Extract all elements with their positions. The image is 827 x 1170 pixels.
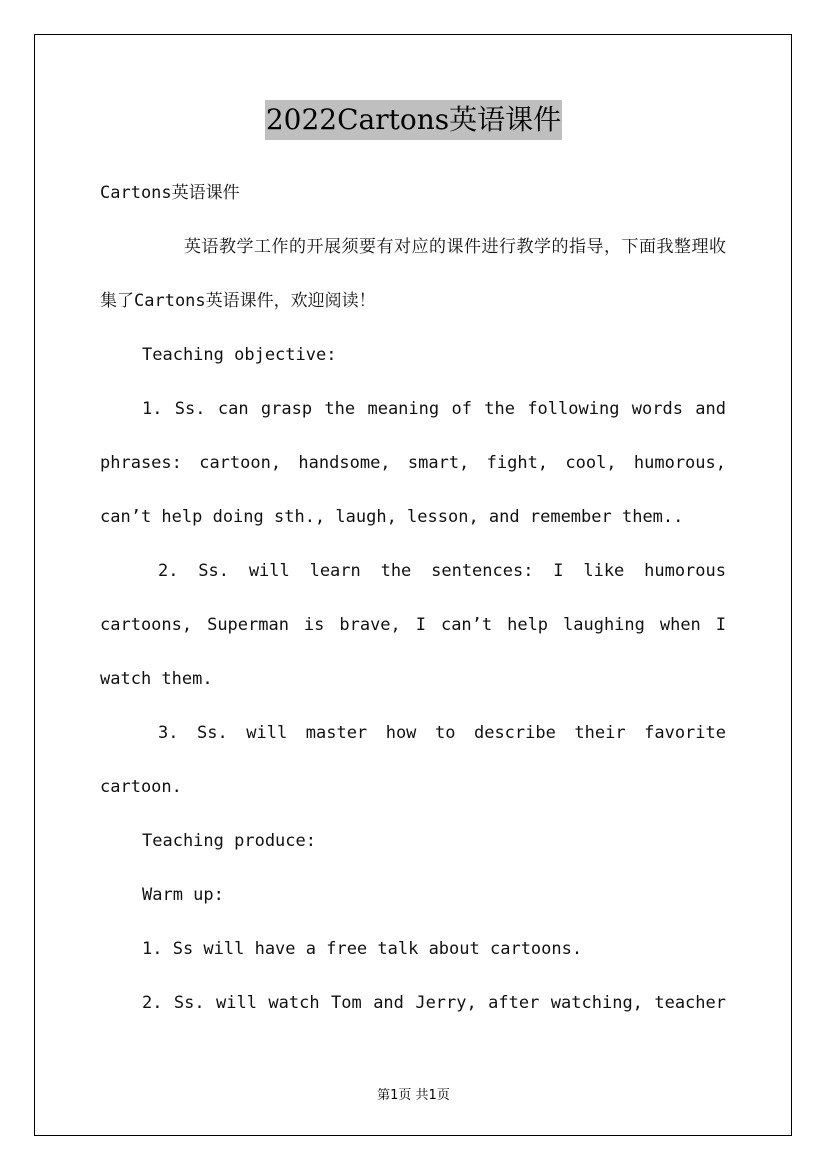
paragraph-objective-1: 1. Ss. can grasp the meaning of the following words and phrases: cartoon, handsome, smart, fight, cool, humorous, can’t help doing sth., laugh, lesson, and remember them..	[100, 399, 726, 527]
document-title-wrap	[0, 100, 827, 140]
paragraph-warmup-heading: Warm up:	[142, 885, 224, 905]
paragraph-produce-heading: Teaching produce:	[142, 831, 316, 851]
paragraph-warmup-2: 2. Ss. will watch Tom and Jerry, after watching, teacher	[142, 993, 726, 1013]
page-footer: 第1页 共1页	[377, 1088, 450, 1103]
paragraph-objective-3: 3. Ss. will master how to describe their favorite cartoon.	[100, 723, 726, 797]
document-body	[100, 166, 726, 1030]
paragraph-intro: 英语教学工作的开展须要有对应的课件进行教学的指导，下面我整理收集了Cartons英语课件，欢迎阅读！	[100, 237, 726, 311]
paragraph-objective-heading: Teaching objective:	[142, 345, 337, 365]
paragraph-heading: Cartons英语课件	[100, 183, 240, 203]
paragraph-objective-2: 2. Ss. will learn the sentences: I like humorous cartoons, Superman is brave, I can’t help laughing when I watch them.	[100, 561, 726, 689]
document-title: 2022Cartons英语课件	[265, 100, 562, 140]
paragraph-warmup-1: 1. Ss will have a free talk about cartoons.	[142, 939, 583, 959]
